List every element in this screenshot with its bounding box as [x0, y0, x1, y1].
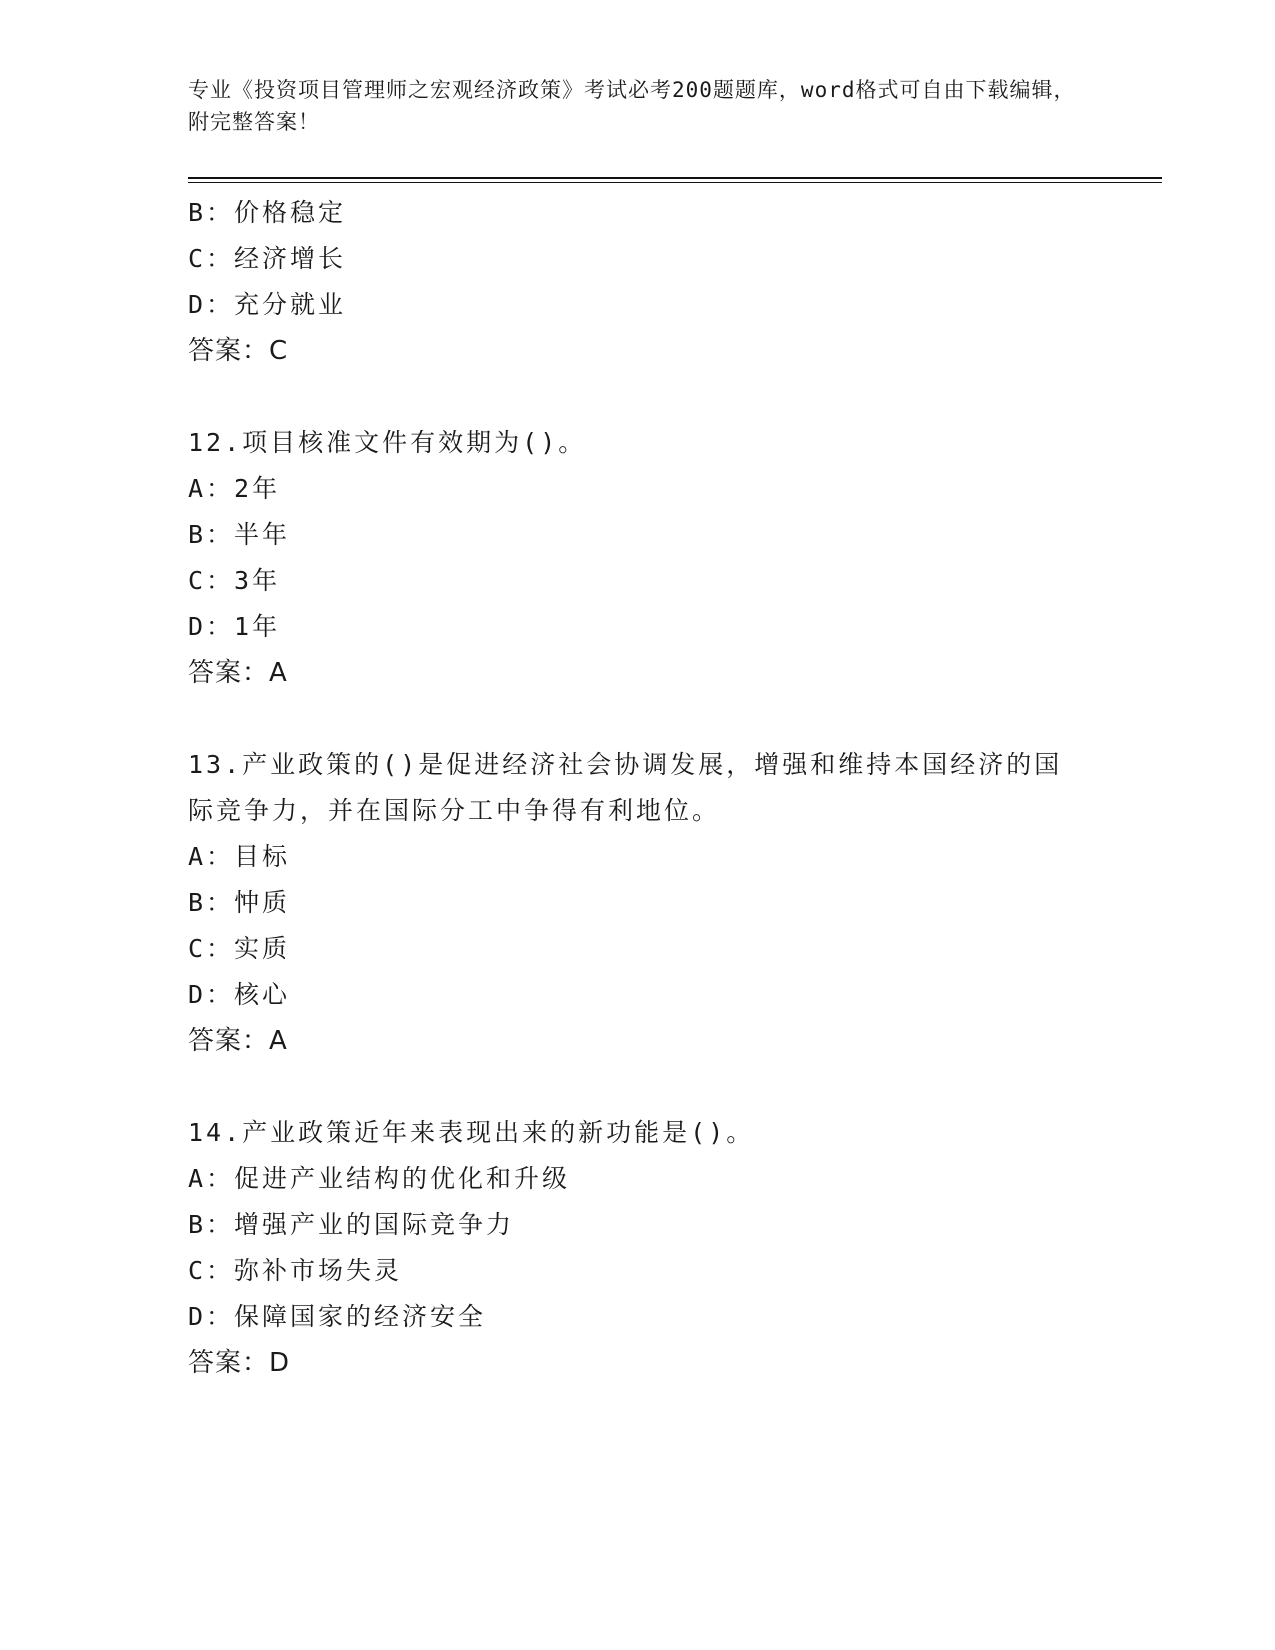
option-b: B：半年 — [188, 520, 291, 549]
document-header: 专业《投资项目管理师之宏观经济政策》考试必考200题题库，word格式可自由下载编辑，附完整答案！ — [188, 78, 1076, 134]
header-rule-thick — [188, 177, 1162, 179]
option-c: C：实质 — [188, 934, 291, 963]
option-d: D：充分就业 — [188, 290, 347, 319]
option-a: A：目标 — [188, 842, 291, 871]
question-14 — [188, 1110, 1088, 1386]
answer-line: 答案：A — [188, 658, 288, 688]
question-text: 13.产业政策的()是促进经济社会协调发展，增强和维持本国经济的国际竞争力，并在国际分工中争得有利地位。 — [188, 750, 1063, 825]
option-c: C：弥补市场失灵 — [188, 1256, 403, 1285]
option-b: B：增强产业的国际竞争力 — [188, 1210, 515, 1239]
option-a: A：促进产业结构的优化和升级 — [188, 1164, 571, 1193]
lead-question-remainder — [188, 190, 1088, 374]
option-d: D：1年 — [188, 612, 281, 641]
question-text: 14.产业政策近年来表现出来的新功能是()。 — [188, 1118, 755, 1147]
option-a: A：2年 — [188, 474, 281, 503]
option-c: C：3年 — [188, 566, 281, 595]
answer-line: 答案：A — [188, 1026, 288, 1056]
option-b: B：价格稳定 — [188, 198, 347, 227]
question-13 — [188, 742, 1088, 1064]
question-text: 12.项目核准文件有效期为()。 — [188, 428, 587, 457]
option-b: B：忡质 — [188, 888, 291, 917]
answer-line: 答案：C — [188, 336, 289, 366]
option-d: D：核心 — [188, 980, 291, 1009]
option-c: C：经济增长 — [188, 244, 347, 273]
header-rule-thin — [188, 182, 1162, 183]
answer-line: 答案：D — [188, 1348, 291, 1378]
question-12 — [188, 420, 1088, 696]
option-d: D：保障国家的经济安全 — [188, 1302, 487, 1331]
question-list — [188, 190, 1088, 1386]
